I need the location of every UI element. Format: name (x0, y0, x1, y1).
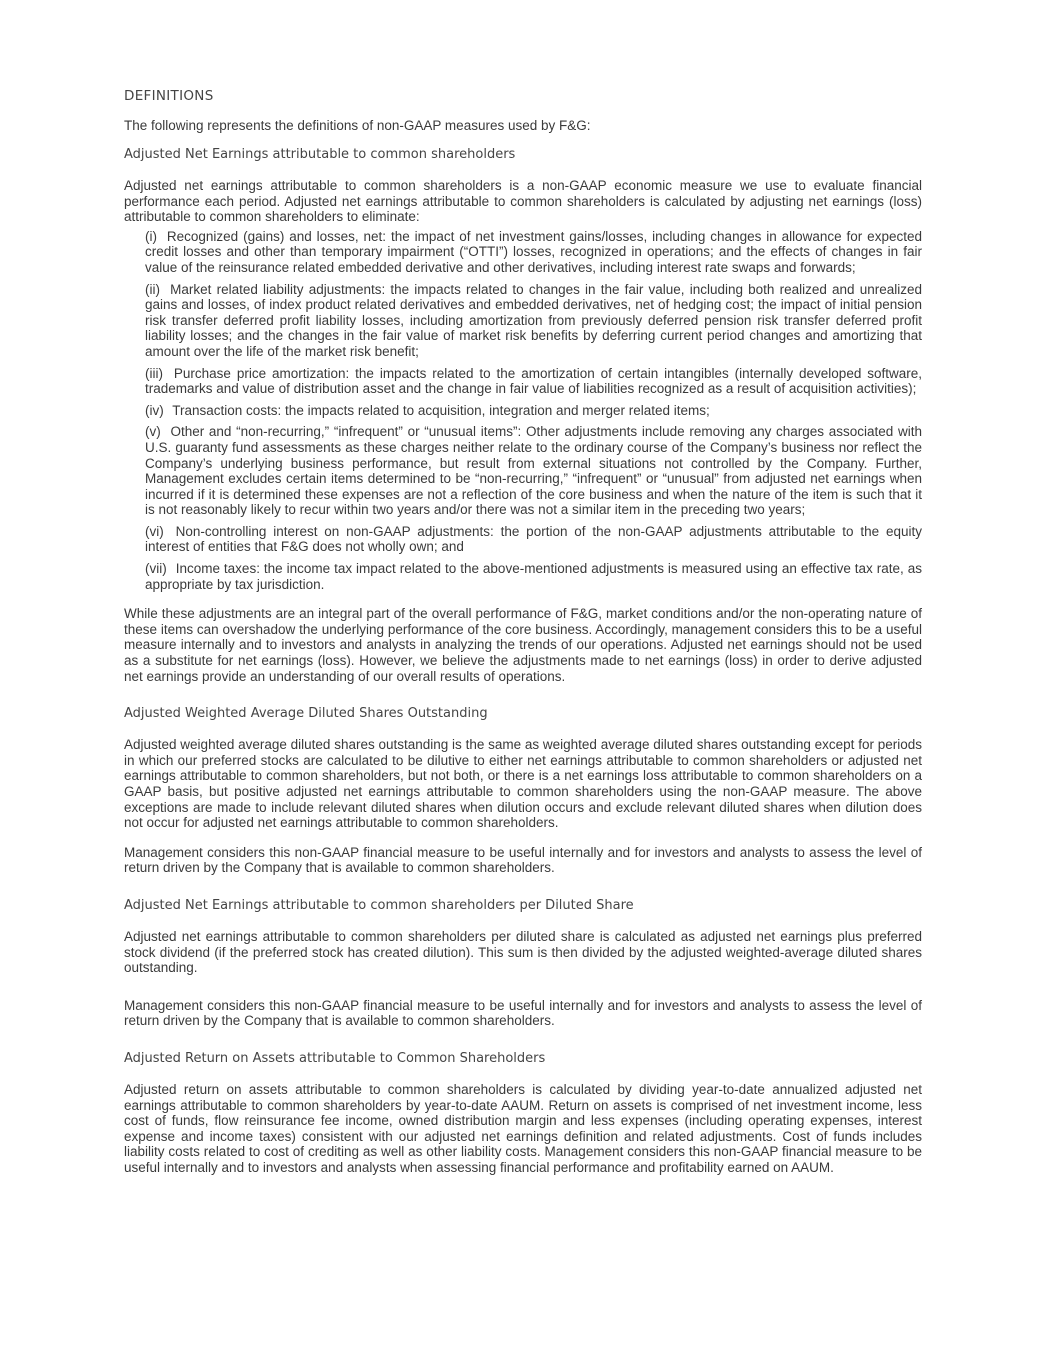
document-page (124, 88, 922, 1190)
body-paragraph: Adjusted weighted average diluted shares outstanding is the same as weighted average diluted shares outstanding except for periods in which our preferred stocks are calculated to be dilutive to either net earnings attributable to common shareholders or adjusted net earnings attributable to common shareholders, but not both, or there is a net earnings loss attributable to common shareholders on a GAAP basis, but positive adjusted net earnings attributable to common shareholders using the non-GAAP measure. The above exceptions are made to include relevant diluted shares when dilution occurs and exclude relevant diluted shares when dilution does not occur for adjusted net earnings attributable to common shareholders. (124, 737, 922, 831)
section-heading-adjusted-net-earnings: Adjusted Net Earnings attributable to common shareholders (124, 147, 516, 162)
section-heading-return-on-assets: Adjusted Return on Assets attributable to Common Shareholders (124, 1050, 546, 1066)
list-item: (i) Recognized (gains) and losses, net: the impact of net investment gains/losses, including changes in allowance for expected credit losses and other than temporary impairment (“OTTI”) losses, recognized in operations; and the effects of changes in fair value of the reinsurance related embedded derivative and other derivatives, including interest rate swaps and forwards; (145, 228, 922, 275)
body-paragraph: Management considers this non-GAAP financial measure to be useful internally and for investors and analysts to assess the level of return driven by the Company that is available to common shareholders. (124, 844, 922, 876)
intro-text: The following represents the definitions of non-GAAP measures used by F&G: (124, 118, 591, 133)
list-item: (ii) Market related liability adjustments: the impacts related to changes in the fair value, including both realized and unrealized gains and losses, of index product related derivatives and embedded derivatives, net of hedging cost; the impact of initial pension risk transfer deferred profit liability losses, including amortization from previously deferred pension risk transfer deferred profit liability losses; and the changes in the fair value of market risk benefits by deferring current period changes and amortizing that amount over the life of the market risk benefit; (145, 281, 922, 359)
section-closing-paragraph: While these adjustments are an integral part of the overall performance of F&G, market conditions and/or the non-operating nature of these items can overshadow the underlying performance of the core business. Accordingly, management considers this to be a useful measure internally and to investors and analysts in analyzing the trends of our operations. Adjusted net earnings should not be used as a substitute for net earnings (loss). However, we believe the adjustments made to net earnings (loss) in order to derive adjusted net earnings provide an understanding of our overall results of operations. (124, 606, 922, 684)
page-title: DEFINITIONS (124, 88, 214, 104)
section-lead-paragraph: Adjusted net earnings attributable to common shareholders is a non-GAAP economic measure we use to evaluate financial performance each period. Adjusted net earnings attributable to common shareholders is calculated by adjusting net earnings (loss) attributable to common shareholders to eliminate: (124, 178, 922, 225)
list-item: (vi) Non-controlling interest on non-GAAP adjustments: the portion of the non-GAAP adjustments attributable to the equity interest of entities that F&G does not wholly own; and (145, 523, 922, 555)
list-item: (iii) Purchase price amortization: the impacts related to the amortization of certain intangibles (internally developed software, trademarks and value of distribution asset and the change in fair value of liabilities recognized as a result of acquisition activities); (145, 365, 922, 397)
list-item: (iv) Transaction costs: the impacts related to acquisition, integration and merger related items; (145, 402, 710, 418)
section-heading-earnings-per-diluted-share: Adjusted Net Earnings attributable to common shareholders per Diluted Share (124, 897, 634, 913)
list-item: (v) Other and “non-recurring,” “infrequent” or “unusual items”: Other adjustments include removing any charges associated with U.S. guaranty fund assessments as these charges neither relate to the ordinary course of the Company’s business nor reflect the Company’s underlying business performance, but result from external situations not controlled by the Company. Further, Management excludes certain items determined to be “non-recurring,” “infrequent” or “unusual” from adjusted net earnings when incurred if it is determined these expenses are not a reflection of the core business and when the nature of the item is such that it is not reasonably likely to recur within two years and/or there was not a similar item in the preceding two years; (145, 424, 922, 518)
list-item: (vii) Income taxes: the income tax impact related to the above-mentioned adjustments is measured using an effective tax rate, as appropriate by tax jurisdiction. (145, 561, 922, 592)
body-paragraph: Management considers this non-GAAP financial measure to be useful internally and for investors and analysts to assess the level of return driven by the Company that is available to common shareholders. (124, 997, 922, 1029)
adjustment-list (145, 229, 922, 592)
section-heading-diluted-shares: Adjusted Weighted Average Diluted Shares Outstanding (124, 706, 488, 722)
body-paragraph: Adjusted net earnings attributable to common shareholders per diluted share is calculated as adjusted net earnings plus preferred stock dividend (if the preferred stock has created dilution). This sum is then divided by the adjusted weighted-average diluted shares outstanding. (124, 928, 922, 976)
body-paragraph: Adjusted return on assets attributable to common shareholders is calculated by dividing year-to-date annualized adjusted net earnings attributable to common shareholders by year-to-date AAUM. Return on assets is comprised of net investment income, less cost of funds, flow reinsurance fee income, owned distribution margin and less expenses (including operating expenses, interest expense and income taxes) consistent with our adjusted net earnings definition and related adjustments. Cost of funds includes liability costs related to cost of crediting as well as other liability costs. Management considers this non-GAAP financial measure to be useful internally and to investors and analysts when assessing financial performance and profitability earned on AAUM. (124, 1081, 922, 1175)
